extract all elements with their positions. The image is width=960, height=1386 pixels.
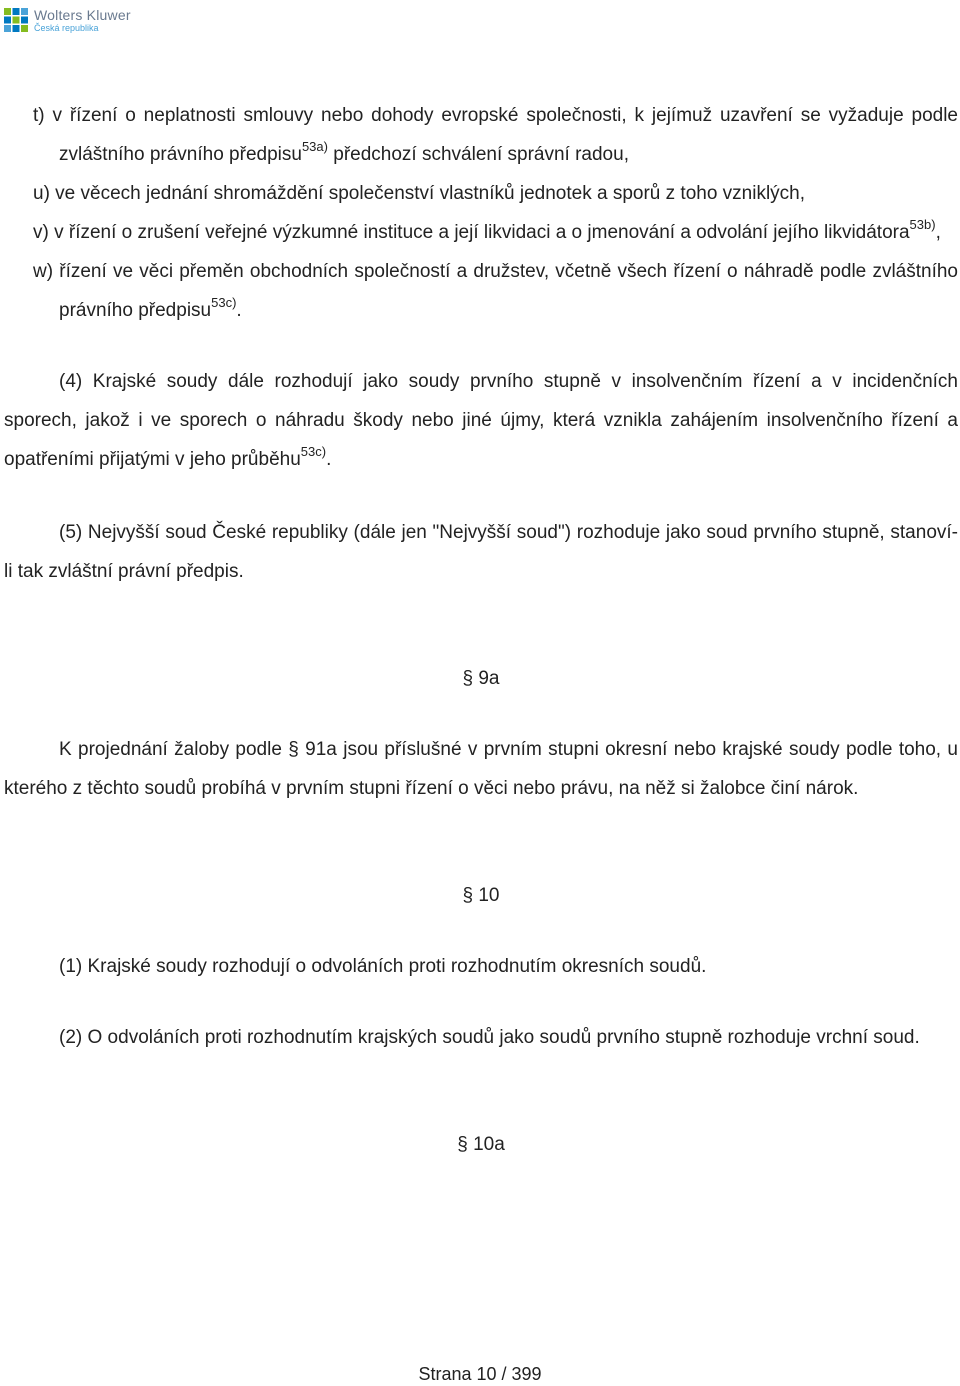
document-body	[4, 96, 958, 1164]
paragraph: (1) Krajské soudy rozhodují o odvoláních proti rozhodnutím okresních soudů.	[59, 956, 707, 977]
paragraph	[4, 362, 958, 479]
list-item	[4, 252, 958, 330]
footnote-ref[interactable]: 53c)	[300, 443, 327, 459]
item-text: v) v řízení o zrušení veřejné výzkumné instituce a její likvidaci a o jmenování a odvolání jejího likvidátora	[33, 222, 910, 243]
item-text-after: .	[236, 300, 242, 321]
item-text: w) řízení ve věci přeměn obchodních společností a družstev, včetně všech řízení o náhradě podle zvláštního právního předpisu	[33, 261, 958, 321]
section-heading: § 9a	[462, 668, 500, 689]
list-item	[4, 96, 958, 174]
paragraph-text: (4) Krajské soudy dále rozhodují jako soudy prvního stupně v insolvenčním řízení a v incidenčních sporech, jakož i ve sporech o náhradu škody nebo jiné újmy, která vznikla zahájením insolvenčního řízení a opatřeními přijatými v jeho průběhu	[4, 371, 958, 470]
footnote-ref[interactable]: 53b)	[909, 216, 936, 232]
item-text-after: předchozí schválení správní radou,	[327, 144, 629, 165]
list-item	[4, 213, 958, 252]
paragraph: K projednání žaloby podle § 91a jsou příslušné v prvním stupni okresní nebo krajské soudy podle toho, u kterého z těchto soudů probíhá v prvním stupni řízení o věci nebo právu, na něž si žalobce činí nárok.	[4, 739, 958, 799]
page-number: Strana 10 / 399	[418, 1364, 542, 1384]
item-text: u) ve věcech jednání shromáždění společenství vlastníků jednotek a sporů z toho vzniklých,	[33, 183, 806, 204]
item-text-after: ,	[935, 222, 941, 243]
paragraph-text-after: .	[326, 449, 332, 470]
paragraph	[4, 513, 958, 591]
paragraph-text: (5) Nejvyšší soud České republiky (dále jen "Nejvyšší soud") rozhoduje jako soud prvního stupně, stanoví-li tak zvláštní právní předpis.	[4, 522, 958, 582]
brand-subtitle: Česká republika	[34, 22, 99, 33]
list-item	[4, 174, 958, 213]
paragraph: (2) O odvoláních proti rozhodnutím krajských soudů jako soudů prvního stupně rozhoduje vrchní soud.	[59, 1027, 920, 1048]
footnote-ref[interactable]: 53c)	[211, 294, 237, 310]
section-heading: § 10	[462, 885, 500, 906]
brand-name: Wolters Kluwer	[34, 6, 131, 23]
footnote-ref[interactable]: 53a)	[301, 138, 328, 154]
item-text: t) v řízení o neplatnosti smlouvy nebo dohody evropské společnosti, k jejímuž uzavření se vyžaduje podle zvláštního právního předpisu	[33, 105, 958, 165]
section-heading: § 10a	[457, 1134, 505, 1155]
wolters-kluwer-logo-icon	[4, 8, 28, 32]
publisher-logo	[4, 4, 131, 36]
